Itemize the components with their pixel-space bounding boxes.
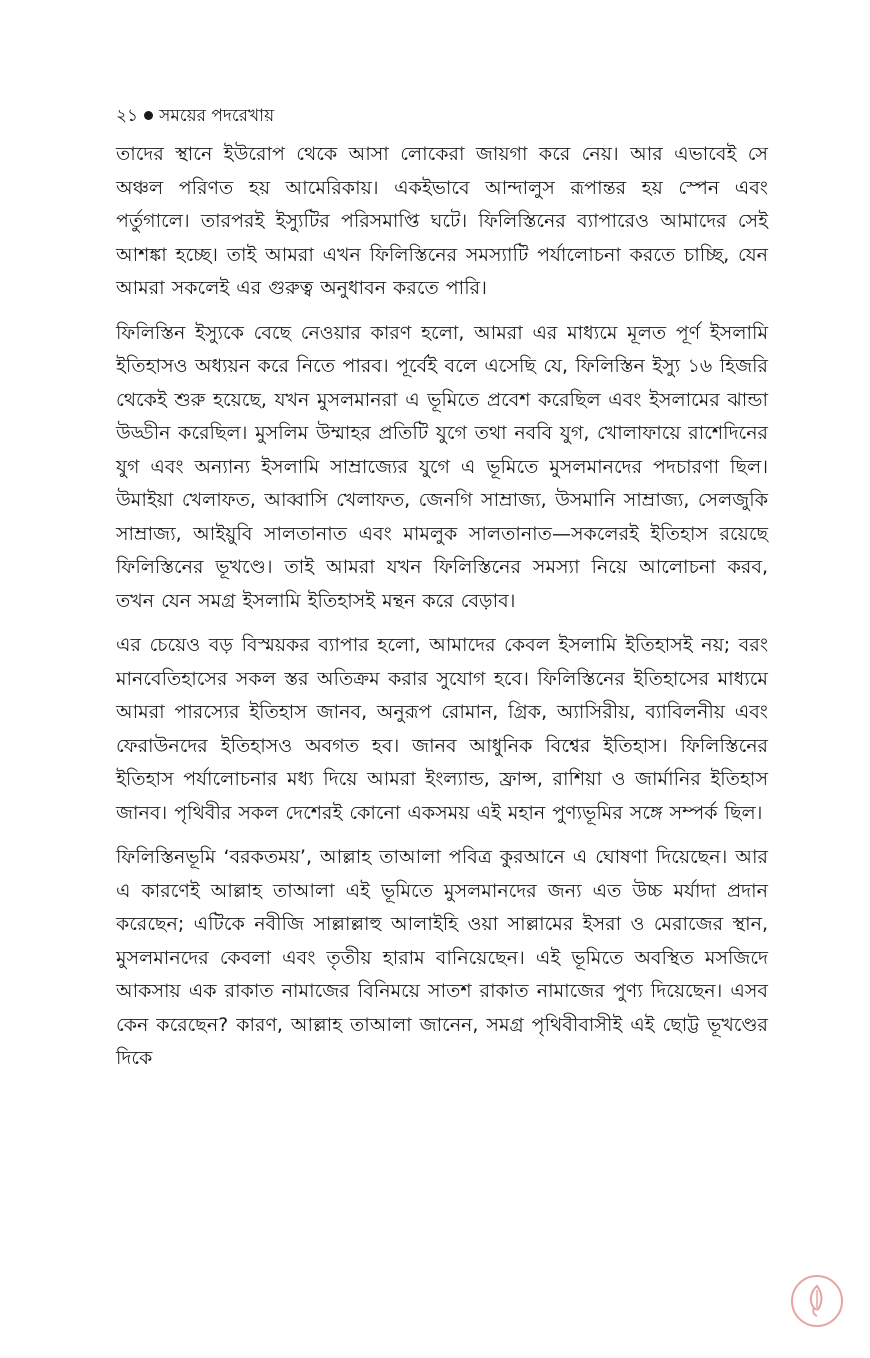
paragraph-2: ফিলিস্তিন ইস্যুকে বেছে নেওয়ার কারণ হলো, আমরা এর মাধ্যমে মূলত পূর্ণ ইসলামি ইতিহাসও অধ্যয়ন করে নিতে পারব। পূর্বেই বলে এসেছি যে, ফিলিস্তিন ইস্যু ১৬ হিজরি থেকেই শুরু হয়েছে, যখন মুসলমানরা এ ভূমিতে প্রবেশ করেছিল এবং ইসলামের ঝান্ডা উড্ডীন করেছিল। মুসলিম উম্মাহর প্রতিটি যুগে তথা নববি যুগ, খোলাফায়ে রাশেদিনের যুগ এবং অন্যান্য ইসলামি সাম্রাজ্যের যুগে এ ভূমিতে মুসলমানদের পদচারণা ছিল। উমাইয়া খেলাফত, আব্বাসি খেলাফত, জেনগি সাম্রাজ্য, উসমানি সাম্রাজ্য, সেলজুকি সাম্রাজ্য, আইয়ুবি সালতানাত এবং মামলুক সালতানাত—সকলেরই ইতিহাস রয়েছে ফিলিস্তিনের ভূখণ্ডে। তাই আমরা যখন ফিলিস্তিনের সমস্যা নিয়ে আলোচনা করব, তখন যেন সমগ্র ইসলামি ইতিহাসই মন্থন করে বেড়াব। bbox=[116, 321, 768, 612]
paragraph-3: এর চেয়েও বড় বিস্ময়কর ব্যাপার হলো, আমাদের কেবল ইসলামি ইতিহাসই নয়; বরং মানবেতিহাসের সকল স্তর অতিক্রম করার সুযোগ হবে। ফিলিস্তিনের ইতিহাসের মাধ্যমে আমরা পারস্যের ইতিহাস জানব, অনুরূপ রোমান, গ্রিক, অ্যাসিরীয়, ব্যাবিলনীয় এবং ফেরাউনদের ইতিহাসও অবগত হব। জানব আধুনিক বিশ্বের ইতিহাস। ফিলিস্তিনের ইতিহাস পর্যালোচনার মধ্য দিয়ে আমরা ইংল্যান্ড, ফ্রান্স, রাশিয়া ও জার্মানির ইতিহাস জানব। পৃথিবীর সকল দেশেরই কোনো একসময় এই মহান পুণ্যভূমির সঙ্গে সম্পর্ক ছিল। bbox=[116, 634, 768, 824]
book-title: সময়ের পদরেখায় bbox=[159, 106, 275, 126]
book-page bbox=[116, 96, 768, 1087]
quill-logo-icon bbox=[790, 1274, 844, 1328]
bullet-separator-icon bbox=[144, 111, 153, 120]
paragraph-4: ফিলিস্তিনভূমি ‘বরকতময়’, আল্লাহ তাআলা পবিত্র কুরআনে এ ঘোষণা দিয়েছেন। আর এ কারণেই আল্লাহ তাআলা এই ভূমিতে মুসলমানদের জন্য এত উচ্চ মর্যাদা প্রদান করেছেন; এটিকে নবীজি সাল্লাল্লাহু আলাইহি ওয়া সাল্লামের ইসরা ও মেরাজের স্থান, মুসলমানদের কেবলা এবং তৃতীয় হারাম বানিয়েছেন। এই ভূমিতে অবস্থিত মসজিদে আকসায় এক রাকাত নামাজের বিনিময়ে সাতশ রাকাত নামাজের পুণ্য দিয়েছেন। এসব কেন করেছেন? কারণ, আল্লাহ তাআলা জানেন, সমগ্র পৃথিবীবাসীই এই ছোট্ট ভূখণ্ডের দিকে bbox=[116, 846, 768, 1069]
page-number: ২১ bbox=[116, 106, 139, 126]
running-header bbox=[116, 96, 768, 136]
paragraph-1: তাদের স্থানে ইউরোপ থেকে আসা লোকেরা জায়গা করে নেয়। আর এভাবেই সে অঞ্চল পরিণত হয় আমেরিকায়। একইভাবে আন্দালুস রূপান্তর হয় স্পেন এবং পর্তুগালে। তারপরই ইস্যুটির পরিসমাপ্তি ঘটে। ফিলিস্তিনের ব্যাপারেও আমাদের সেই আশঙ্কা হচ্ছে। তাই আমরা এখন ফিলিস্তিনের সমস্যাটি পর্যালোচনা করতে চাচ্ছি, যেন আমরা সকলেই এর গুরুত্ব অনুধাবন করতে পারি। bbox=[116, 143, 768, 299]
